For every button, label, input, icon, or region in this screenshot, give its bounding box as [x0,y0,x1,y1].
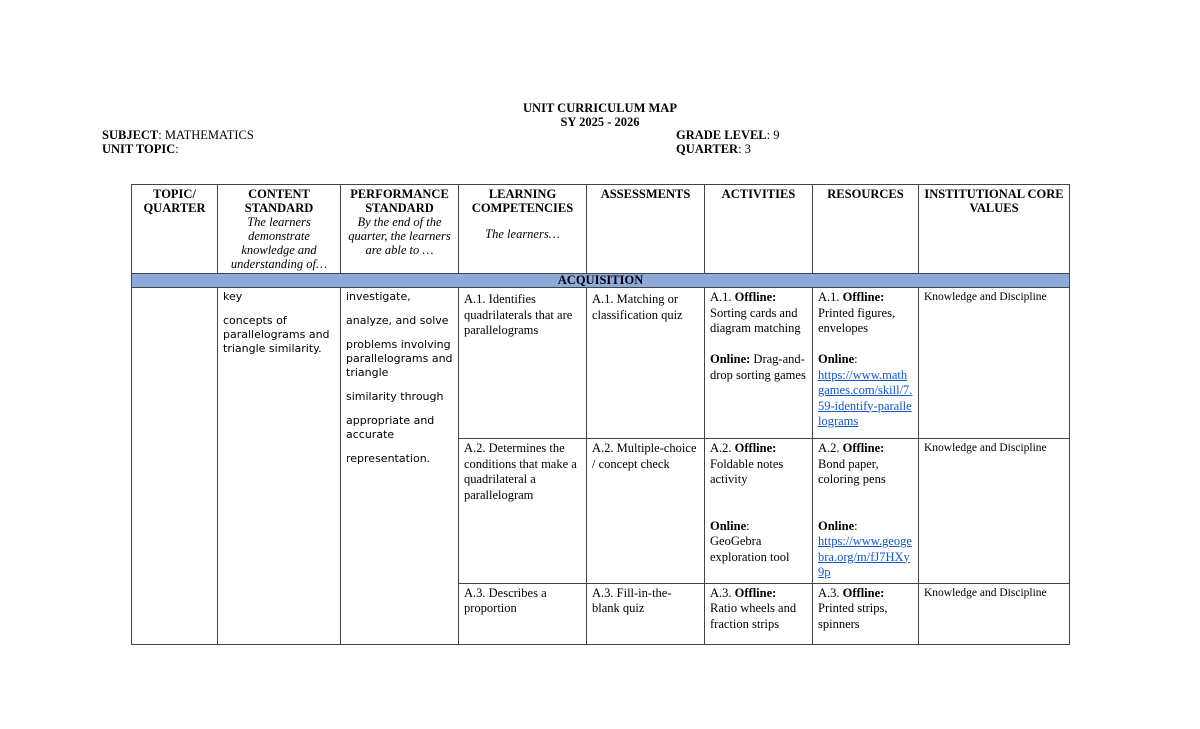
unit-topic-field [102,142,179,157]
offline-resource: Printed figures, envelopes [818,305,896,335]
online-label: Online [818,352,855,366]
item-prefix: A.2. [710,441,732,455]
offline-resource: Printed strips, spinners [818,601,888,631]
online-activity: Drag-and-drop sorting games [710,352,806,382]
offline-label: Offline: [842,290,885,304]
assessment-cell: A.2. Multiple-choice / concept check [587,439,705,584]
assessment-cell: A.3. Fill-in-the-blank quiz [587,583,705,644]
competency-cell: A.1. Identifies quadrilaterals that are parallelograms [459,288,587,439]
offline-resource: Bond paper, coloring pens [818,456,886,486]
header-performance-standard [341,185,459,274]
grade-level-value: : 9 [766,128,780,142]
online-label: Online [818,518,855,533]
acquisition-band: ACQUISITION [132,274,1070,288]
curriculum-table [131,184,1070,645]
item-prefix: A.1. [710,290,732,304]
document-title: UNIT CURRICULUM MAP [523,101,677,115]
table-row [132,288,1070,439]
offline-activity: Foldable notes activity [710,456,784,486]
offline-label: Offline: [842,585,885,600]
item-prefix: A.1. [818,290,840,304]
header-label: PERFORMANCE STANDARD [350,187,449,215]
subject-field [102,128,254,143]
header-subtext: The learners… [485,227,560,241]
content-standard-cell [218,288,341,645]
quarter-value: : 3 [738,142,751,156]
resource-link[interactable]: https://www.mathgames.com/skill/7.59-identify-parallelograms [818,367,913,428]
resource-link[interactable]: https://www.geogebra.org/m/fJ7HXy9p [818,534,912,579]
grade-level-field [676,128,780,143]
performance-text: problems involving parallelograms and triangle [346,338,453,379]
competency-cell: A.2. Determines the conditions that make a quadrilateral a parallelogram [459,439,587,584]
offline-label: Offline: [734,290,777,304]
core-values-cell: Knowledge and Discipline [919,288,1070,439]
offline-label: Offline: [734,585,777,600]
quarter-field [676,142,751,157]
header-row [132,185,1070,274]
item-prefix: A.3. [710,585,732,600]
offline-label: Offline: [734,441,777,455]
header-label: LEARNING COMPETENCIES [471,187,574,215]
online-label-text: Online [710,352,747,366]
online-label: Online: [710,352,751,366]
unit-topic-value: : [175,142,179,156]
header-assessments: ASSESSMENTS [587,185,705,274]
unit-topic-label: UNIT TOPIC [102,142,176,156]
subject-label: SUBJECT [102,128,159,142]
core-values-cell: Knowledge and Discipline [919,439,1070,584]
offline-activity: Ratio wheels and fraction strips [710,601,797,631]
grade-level-label: GRADE LEVEL [676,128,767,142]
subject-value: : MATHEMATICS [158,128,254,142]
header-activities: ACTIVITIES [705,185,813,274]
item-prefix: A.2. [818,441,840,455]
header-subtext: The learners demonstrate knowledge and understanding of… [230,215,328,271]
offline-label: Offline: [842,441,885,455]
item-prefix: A.3. [818,585,840,600]
header-resources: RESOURCES [813,185,919,274]
performance-text: analyze, and solve [346,314,449,327]
header-topic: TOPIC/ QUARTER [132,185,218,274]
resources-cell: A.2. Offline: Bond paper, coloring pens Online: https://www.geogebra.org/m/fJ7HXy9p [813,439,919,584]
quarter-label: QUARTER [676,142,739,156]
performance-text: appropriate and accurate [346,414,435,441]
performance-text: similarity through [346,390,444,403]
band-row [132,274,1070,288]
assessment-cell: A.1. Matching or classification quiz [587,288,705,439]
core-values-cell: Knowledge and Discipline [919,583,1070,644]
competency-cell: A.3. Describes a proportion [459,583,587,644]
resources-cell: A.1. Offline: Printed figures, envelopes Online: https://www.mathgames.com/skill/7.59-identify-parallelograms [813,288,919,439]
performance-standard-cell [341,288,459,645]
header-core-values: INSTITUTIONAL CORE VALUES [919,185,1070,274]
topic-cell [132,288,218,645]
content-text: concepts of parallelograms and triangle similarity. [223,314,330,355]
activities-cell: A.2. Offline: Foldable notes activity Online: GeoGebra exploration tool [705,439,813,584]
offline-activity: Sorting cards and diagram matching [710,305,801,335]
header-content-standard [218,185,341,274]
header-label: CONTENT STANDARD [244,187,314,215]
activities-cell [705,288,813,439]
performance-text: representation. [346,452,431,465]
online-label: Online [710,518,747,533]
header-learning-competencies [459,185,587,274]
activities-cell [705,583,813,644]
school-year: SY 2025 - 2026 [560,115,640,129]
resources-cell [813,583,919,644]
performance-text: investigate, [346,290,411,303]
content-text: key [223,290,243,303]
header-subtext: By the end of the quarter, the learners are able to … [348,215,451,257]
online-activity: GeoGebra exploration tool [710,534,790,564]
